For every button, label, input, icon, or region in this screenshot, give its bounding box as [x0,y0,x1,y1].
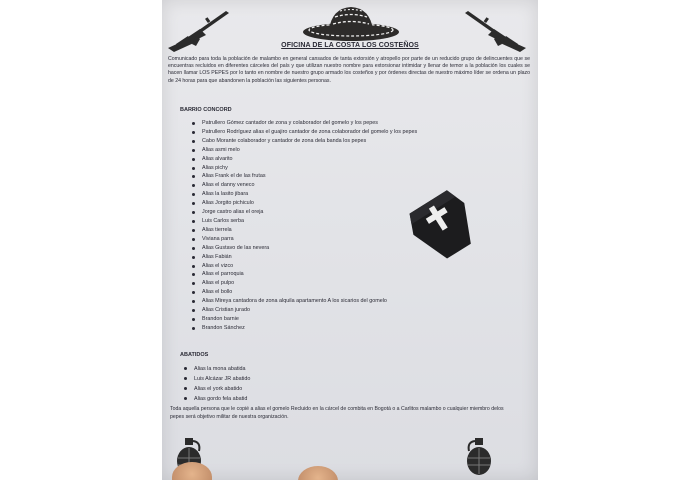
list-item: Alias Jorgito pichiculo [192,199,417,208]
closing-paragraph: Toda aquella persona que le copié a alias el gomelo Recluido en la cárcel de combita en Bogotá o a Carlitos malambo o cualquier miembro delos pepes será objetivo militar de nuestra organización. [170,406,504,420]
list-item: Patrullero Gómez cantador de zona y colaborador del gomelo y los pepes [192,119,417,128]
list-item: Alias tierrela [192,226,417,235]
list-item: Alias el york abatido [184,384,250,394]
list-item: Luis Carlos serba [192,217,417,226]
list-item: Alias Cristian jurado [192,306,417,315]
barrio-name-list [192,119,417,333]
list-item: Alias Mireya cantadora de zona alquila apartamento A los sicarios del gomelo [192,297,417,306]
list-item: Alias la lasito jibara [192,190,417,199]
office-title: OFICINA DE LA COSTA LOS COSTEÑOS [281,42,419,49]
list-item: Luis Alcázar JR abatido [184,374,250,384]
list-item: Alias Frank el de las frutas [192,172,417,181]
coffin-icon [390,178,494,270]
list-item: Alias pichy [192,164,417,173]
list-item: Alias el bollo [192,288,417,297]
list-item: Alias gordo fela abatid [184,394,250,404]
finger-photo-edge [298,466,338,480]
list-item: Alias el vizco [192,262,417,271]
list-item: Cabo Morante colaborador y cantador de zona dela banda los pepes [192,137,417,146]
document-sheet [162,0,538,480]
list-item: Alias el parroquia [192,270,417,279]
list-item: Alias la mona abatida [184,364,250,374]
list-item: Viviana parra [192,235,417,244]
grenade-icon [464,436,494,476]
abatidos-name-list [184,364,250,404]
finger-photo-edge [172,462,212,480]
list-item: Brandon barnie [192,315,417,324]
list-item: Jorge castro alias el oreja [192,208,417,217]
list-item: Alias alvarito [192,155,417,164]
sombrero-vueltiao-icon [302,4,400,42]
list-item: Brandon Sánchez [192,324,417,333]
abatidos-label: ABATIDOS [180,352,209,358]
list-item: Alias el pulpo [192,279,417,288]
list-item: Alias el danny veneco [192,181,417,190]
barrio-label: BARRIO CONCORD [180,107,232,113]
list-item: Patrullero Rodríguez alias el guajiro cantador de zona colaborador del gomelo y los pepes [192,128,417,137]
intro-paragraph: Comunicado para toda la población de malambo en general cansados de tanta extorsión y atropello por parte de un reducido grupo de delincuentes que se encuentras recluidos en diferentes cárceles del país y que utilizan nuestro nombre para extorsionar intimidar y llenar de temor a la población los cuales se hacen llamar LOS PEPES por lo tanto en nombre de nuestro grupo armado los costeños y por órdenes directas de nuestro máximo líder se ordena un plazo de 24 horas para que abandonen la población las siguientes personas. [168,56,530,84]
list-item: Alias asmi melo [192,146,417,155]
list-item: Alias Fabián [192,253,417,262]
list-item: Alias Gustavo de las nevera [192,244,417,253]
